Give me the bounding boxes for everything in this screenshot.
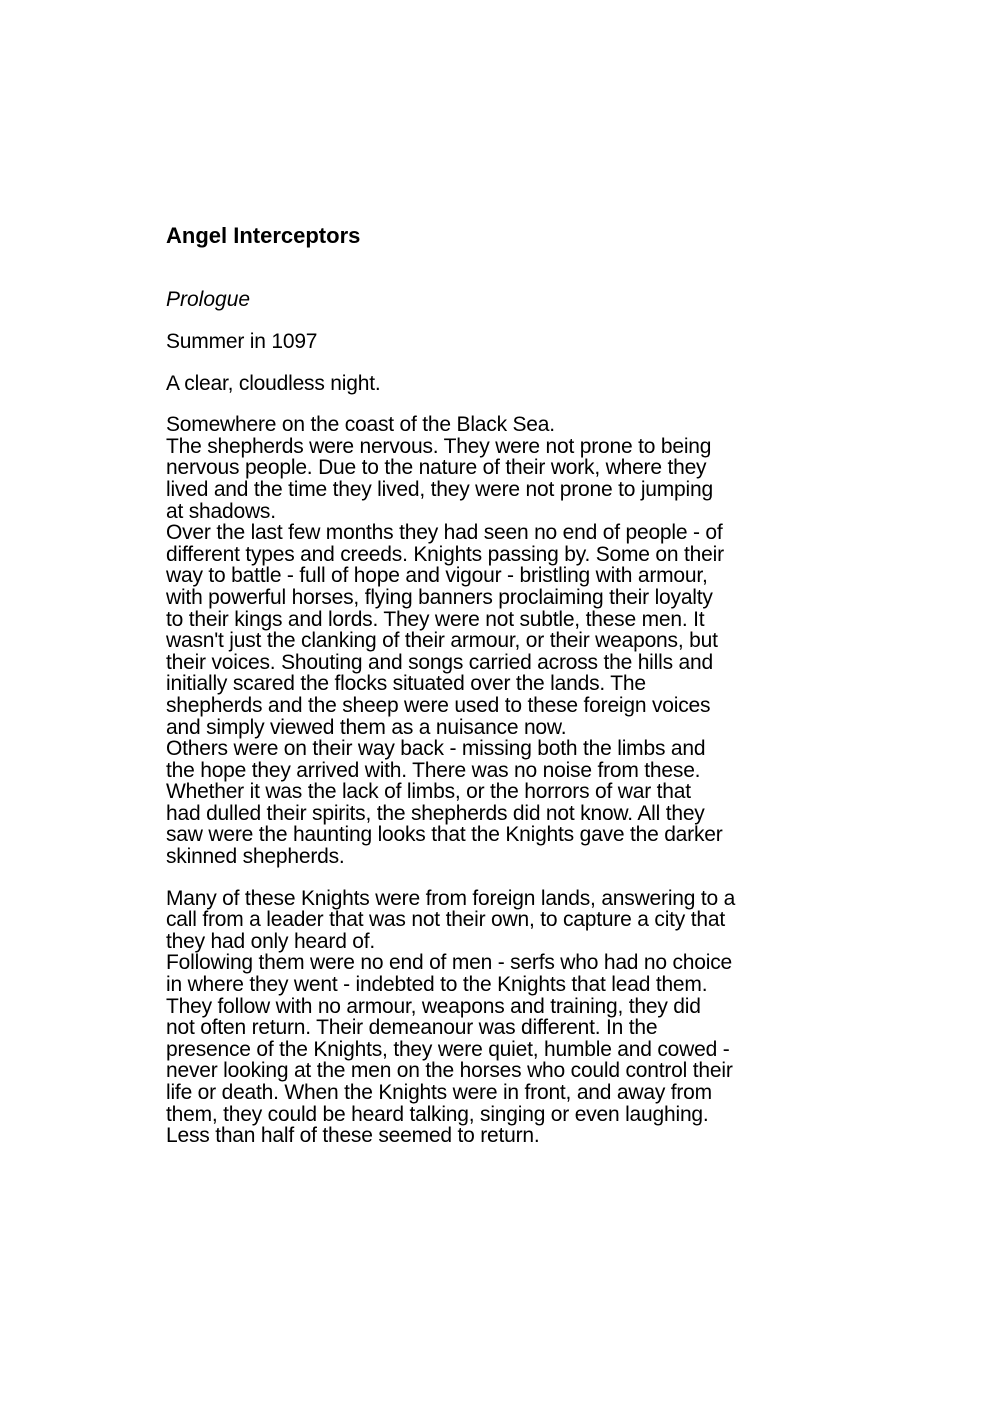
paragraph	[166, 331, 945, 353]
text-line: way to battle - full of hope and vigour - bristling with armour,	[166, 564, 708, 588]
text-line: Following them were no end of men - serfs who had no choice	[166, 951, 733, 975]
text-line: had dulled their spirits, the shepherds did not know. All they	[166, 801, 705, 825]
paragraph	[166, 414, 945, 867]
text-line: at shadows.	[166, 499, 276, 523]
text-line: Less than half of these seemed to return.	[166, 1124, 540, 1148]
text-line: saw were the haunting looks that the Knights gave the darker	[166, 823, 723, 847]
text-line: initially scared the flocks situated over the lands. The	[166, 672, 646, 696]
text-line: They follow with no armour, weapons and training, they did	[166, 994, 701, 1018]
text-line: different types and creeds. Knights passing by. Some on their	[166, 542, 724, 566]
text-line: Summer in 1097	[166, 330, 318, 353]
paragraph	[166, 888, 945, 1147]
text-line: wasn't just the clanking of their armour, or their weapons, but	[166, 629, 718, 653]
text-line: them, they could be heard talking, singing or even laughing.	[166, 1102, 709, 1126]
document-body	[166, 331, 945, 1147]
text-line: presence of the Knights, they were quiet, humble and cowed -	[166, 1037, 730, 1061]
text-line: call from a leader that was not their own, to capture a city that	[166, 908, 725, 932]
text-line: The shepherds were nervous. They were not prone to being	[166, 434, 712, 458]
document-title: Angel Interceptors	[166, 223, 361, 248]
text-line: Others were on their way back - missing both the limbs and	[166, 737, 706, 761]
paragraph	[166, 373, 945, 395]
text-line: shepherds and the sheep were used to these foreign voices	[166, 693, 711, 717]
text-line: with powerful horses, flying banners proclaiming their loyalty	[166, 585, 713, 609]
text-line: their voices. Shouting and songs carried across the hills and	[166, 650, 713, 674]
text-line: to their kings and lords. They were not subtle, these men. It	[166, 607, 705, 631]
text-line: not often return. Their demeanour was different. In the	[166, 1016, 658, 1040]
text-line: nervous people. Due to the nature of their work, where they	[166, 456, 707, 480]
text-line: lived and the time they lived, they were not prone to jumping	[166, 477, 713, 501]
text-line: skinned shepherds.	[166, 845, 345, 869]
text-line: the hope they arrived with. There was no noise from these.	[166, 758, 701, 782]
text-line: they had only heard of.	[166, 929, 376, 953]
text-line: Whether it was the lack of limbs, or the horrors of war that	[166, 780, 691, 804]
text-line: Somewhere on the coast of the Black Sea.	[166, 413, 555, 437]
section-heading-prologue: Prologue	[166, 288, 251, 311]
text-line: and simply viewed them as a nuisance now.	[166, 715, 567, 739]
text-line: never looking at the men on the horses who could control their	[166, 1059, 733, 1083]
text-line: life or death. When the Knights were in front, and away from	[166, 1081, 712, 1104]
text-line: in where they went - indebted to the Knights that lead them.	[166, 973, 708, 997]
text-line: Many of these Knights were from foreign lands, answering to a	[166, 886, 736, 910]
text-line: Over the last few months they had seen no end of people - of	[166, 521, 723, 545]
text-line: A clear, cloudless night.	[166, 371, 381, 395]
